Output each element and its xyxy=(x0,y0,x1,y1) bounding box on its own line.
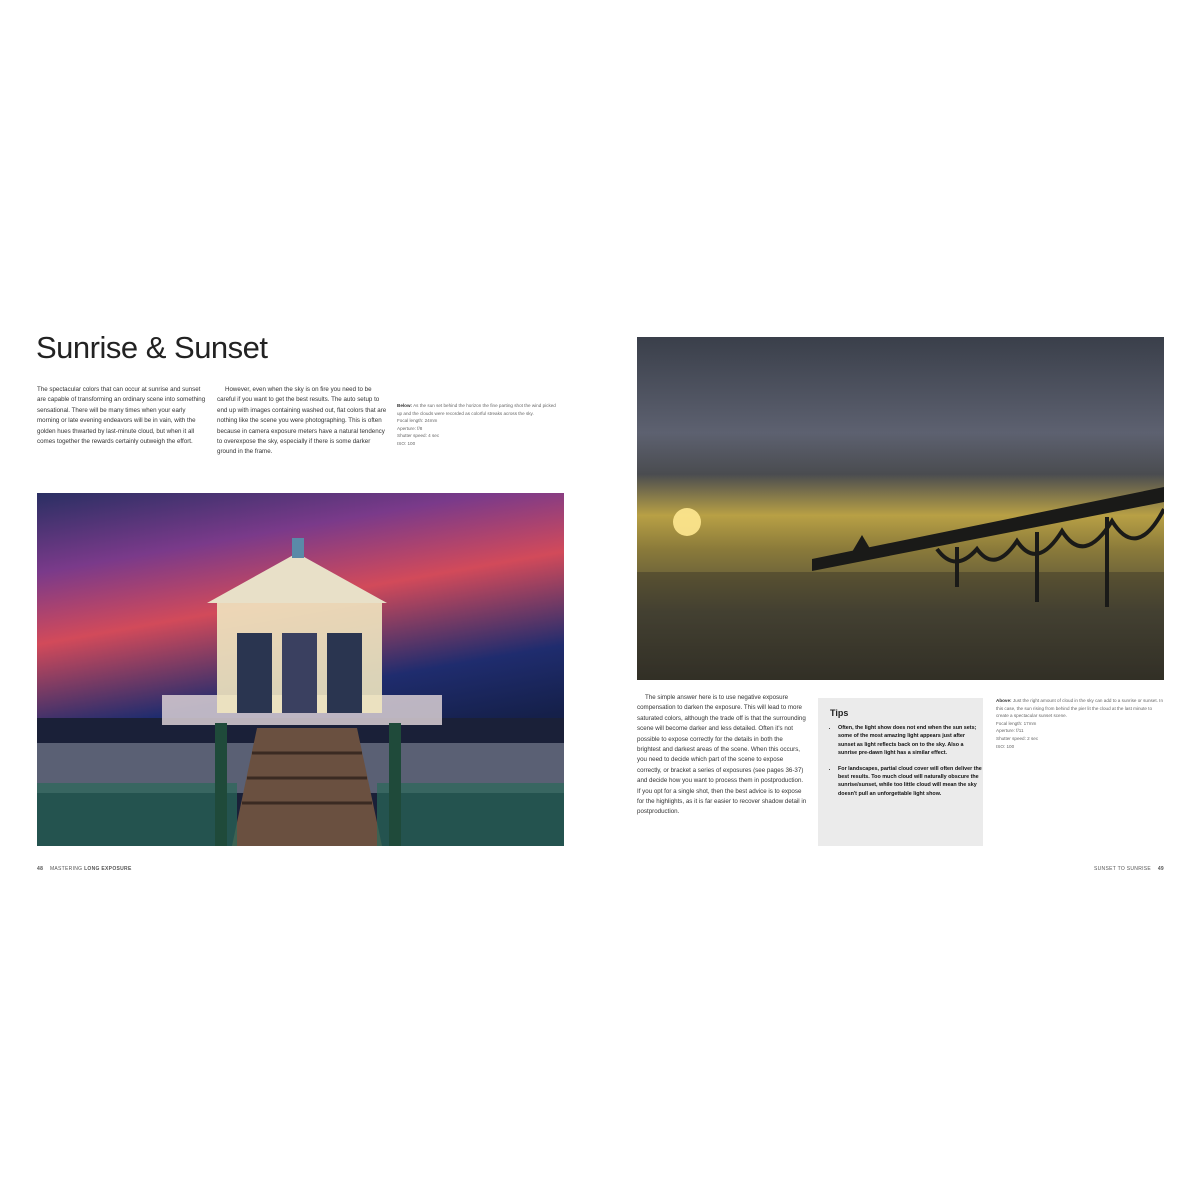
caption-spec: ISO: 100 xyxy=(397,440,416,446)
tips-box xyxy=(818,698,983,846)
caption-label: Above: xyxy=(996,698,1012,703)
caption-spec: Focal length: 24mm xyxy=(397,418,438,424)
footer-section: SUNSET TO SUNRISE xyxy=(1094,866,1152,872)
body-column-2: However, even when the sky is on fire you need to be careful if you want to get the best results. The auto setup to end up with images containing washed out, flat colors that are nothing like the scene you were photographing. This is often because in camera exposure meters have a natural tendency to overexpose the sky, especially if there is some darker ground in the frame. xyxy=(217,386,387,456)
caption-spec: Shutter speed: 2 sec xyxy=(996,735,1039,741)
footer-left xyxy=(37,866,132,872)
caption-text: Just the right amount of cloud in the sky can add to a sunrise or sunset. In this case, the sun rising from behind the pier lit the cloud at the last minute to create a spectacular sunset scene. xyxy=(996,698,1164,719)
page-number: 48 xyxy=(37,866,44,872)
photo-caption-right xyxy=(996,697,1164,750)
footer-section: MASTERING xyxy=(49,866,83,872)
tips-title: Tips xyxy=(830,708,849,718)
pier-sunrise-photo xyxy=(637,337,1164,680)
photo-caption-left xyxy=(397,402,562,448)
tip-item: • Often, the light show does not end when the sun sets; some of the most amazing light appears just after sunset as light reflects back on to the sky. Also a sunrise pre-dawn light has a similar effect. xyxy=(838,724,983,758)
tip-item: • For landscapes, partial cloud cover will often deliver the best results. Too much cloud will naturally obscure the sunrise/sunset, while too little cloud will mean the sky doesn't pull an unforgettable light show. xyxy=(838,765,983,799)
caption-spec: Shutter speed: 4 sec xyxy=(397,433,440,439)
page-number: 49 xyxy=(1157,866,1164,872)
caption-spec: Aperture: f/11 xyxy=(996,728,1024,734)
body-column-1: The spectacular colors that can occur at sunrise and sunset are capable of transforming an ordinary scene into something sensational. There will be many times when your early morning or late evening endeavors will be in vain, with the golden hues thwarted by last-minute cloud, but when it all comes together the rewards certainly outweigh the effort. xyxy=(37,386,206,446)
caption-text: As the sun set behind the horizon the fine parting shot the wind picked up and the clouds were recorded as colorful streaks across the sky. xyxy=(397,403,556,416)
caption-label: Below: xyxy=(397,403,413,408)
footer-book: LONG EXPOSURE xyxy=(84,866,132,872)
page-title: Sunrise & Sunset xyxy=(36,330,268,365)
footer-right xyxy=(1094,866,1164,872)
caption-spec: ISO: 100 xyxy=(996,743,1015,749)
caption-spec: Aperture: f/8 xyxy=(397,425,423,431)
bandstand-sunset-photo xyxy=(37,493,564,846)
caption-spec: Focal length: 17mm xyxy=(996,720,1037,726)
body-text-right: The simple answer here is to use negative exposure compensation to darken the exposure. This will lead to more saturated colors, although the trade off is that the surrounding scene will become darker and less detailed. Often it's not possible to expose correctly for the details in both the brightest and darkest areas of the scene. When this occurs, you need to decide which part of the scene to expose correctly, or bracket a series of exposures (see pages 36-37) and decide how you want to process them in postproduction. If you opt for a single shot, then the best advice is to expose for the highlights, as it is far easier to recover shadow detail in postproduction. xyxy=(637,694,807,816)
